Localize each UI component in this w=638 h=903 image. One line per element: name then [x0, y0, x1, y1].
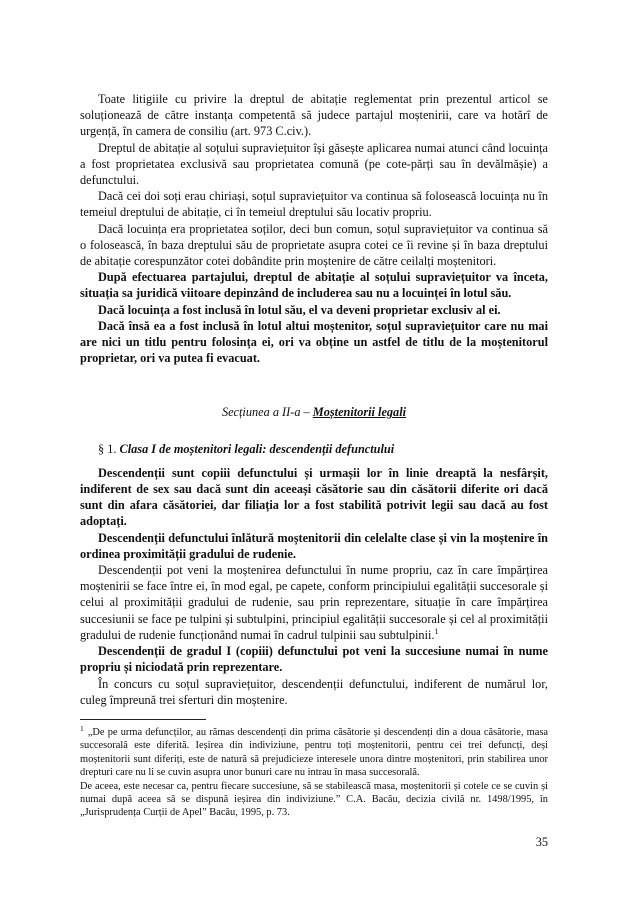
paragraph [80, 676, 548, 708]
section-prefix: Secțiunea a II-a – [221, 405, 313, 420]
footnote-number: 1 [80, 723, 84, 733]
footnote-paragraph: De aceea, este necesar ca, pentru fiecare succesiune, să se stabilească masa, moștenitorii și cotele ce se cuvin și numai după aceea să se dispună ieșirea din indiviziune.” C.A. Bacău, decizia civilă nr. 1498/1995, în „Jurisprudența Curții de Apel” Bacău, 1995, p. 73. [80, 780, 548, 819]
section-heading [80, 404, 548, 420]
paragraph-bold [80, 530, 548, 562]
paragraph-bold [80, 643, 548, 675]
paragraph-bold: Dacă însă ea a fost inclusă în lotul altui moștenitor, soțul supraviețuitor care nu mai are nici un titlu pentru folosința ei, ori va obține un astfel de titlu de la moștenitorul proprietar, ori va putea fi evacuat. [80, 318, 548, 366]
paragraph: Dacă cei doi soți erau chiriași, soțul supraviețuitor va continua să folosească locuința nu în temeiul dreptului de abitație, ci în temeiul dreptului său locativ propriu. [80, 189, 548, 220]
subsection-title: Clasa I de moștenitori legali: descendenții defunctului [119, 441, 395, 456]
paragraph-bold [80, 465, 548, 530]
paragraph: Dreptul de abitație al soțului supraviețuitor își găsește aplicarea numai atunci când locuința a fost proprietatea exclusivă sau proprietatea comună (pe cote-părți sau în devălmășie) a defunctului. [80, 140, 548, 188]
page-number: 35 [535, 835, 548, 849]
paragraph-text: Descendenții sunt copiii defunctului și urmașii lor în linie dreaptă la nesfârșit, indiferent de sex sau dacă sunt din aceeași căsătorie sau din căsătorii diferite ori dacă sunt din afara căsătoriei, dar filiația lor a fost stabilită potrivit legii sau dacă au fost adoptați. [80, 465, 548, 529]
paragraph: Dacă locuința era proprietatea soților, deci bun comun, soțul supraviețuitor va continua să o folosească, în baza dreptului său de proprietate asupra cotei ce îi revine și în baza dreptului de abitație corespunzător cotei dobândite prin moștenire de către ceilalți moștenitori. [80, 221, 548, 269]
section-title: Moștenitorii legali [312, 405, 407, 420]
main-text [80, 91, 548, 708]
paragraph [80, 562, 548, 643]
paragraph-bold: Dacă locuința a fost inclusă în lotul său, el va deveni proprietar exclusiv al ei. [98, 302, 501, 317]
footnote-paragraph [80, 723, 548, 780]
paragraph: Toate litigiile cu privire la dreptul de abitație reglementat prin prezentul articol se soluționează de către instanța competentă să judece partajul moștenirii, care va hotărî de urgență, în camera de consiliu (art. 973 C.civ.). [80, 92, 548, 139]
footnote-text: „De pe urma defuncților, au rămas descendenți din prima căsătorie și descendenți din a doua căsătorie, masa succesorală este diferită. Ieșirea din indiviziune, pentru toți moștenitorii, pentru cei trei defuncți, deși moștenitorii sunt diferiți, este de natură să prejudicieze interesele unora dintre moștenitori, prin stabilirea unor drepturi care nu li se cuvin asupra unor bunuri care nu intrau în masa succesorală. [80, 727, 548, 779]
paragraph-text: În concurs cu soțul supraviețuitor, descendenții defunctului, indiferent de numărul lor, culeg împreună trei sferturi din moștenire. [80, 676, 548, 707]
paragraph-bold: După efectuarea partajului, dreptul de abitație al soțului supraviețuitor va înceta, situația sa juridică viitoare depinzând de includerea sau nu a locuinței în lotul său. [80, 270, 548, 301]
paragraph-text: Descendenții pot veni la moștenirea defunctului în nume propriu, caz în care împărțirea moștenirii se face între ei, în mod egal, pe capete, conform principiului egalității succesorale și celui al proximității gradului de rudenie, sau prin reprezentare, situație în care împărțirea succesiunii se face pe tulpini și subtulpini, principiul egalității succesorale și cel al proximității gradului de rudenie funcționând numai în cadrul tulpinii sau subtulpinii. [80, 563, 548, 642]
paragraph-text: Descendenții defunctului înlătură moștenitorii din celelalte clase și vin la moștenire în ordinea proximității gradului de rudenie. [80, 530, 548, 561]
subsection-heading [80, 441, 548, 457]
footnote [80, 723, 548, 820]
subsection-number: § 1. [98, 441, 120, 456]
paragraph-text: Descendenții de gradul I (copiii) defunctului pot veni la succesiune numai în nume propriu și niciodată prin reprezentare. [80, 644, 548, 675]
footnote-divider [80, 719, 206, 720]
footnote-reference[interactable]: 1 [434, 626, 439, 636]
